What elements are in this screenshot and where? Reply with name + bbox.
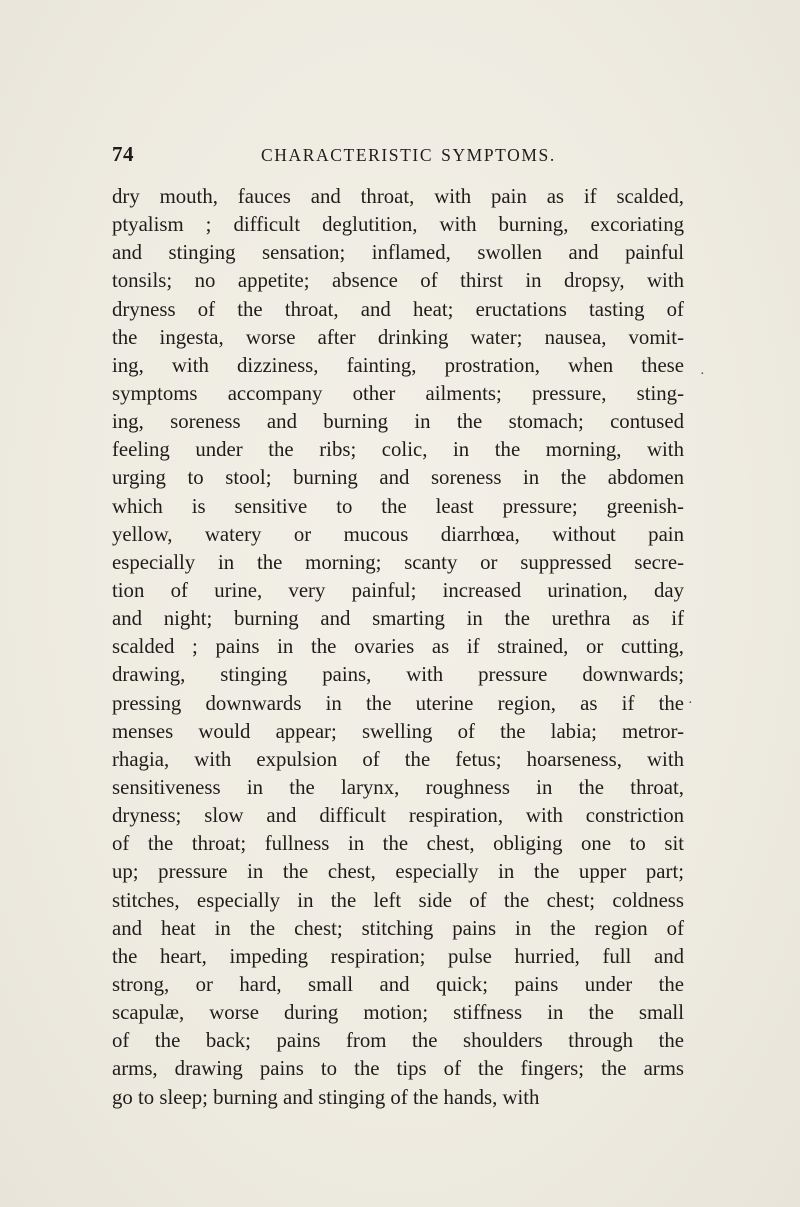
- text-line: the heart, impeding respiration; pulse hurried, full and: [112, 944, 684, 968]
- text-line: feeling under the ribs; colic, in the morning, with: [112, 438, 684, 462]
- text-line: rhagia, with expulsion of the fetus; hoarseness, with: [112, 747, 684, 771]
- text-line: ing, soreness and burning in the stomach; contused: [112, 410, 684, 434]
- text-line: pressing downwards in the uterine region, as if the: [112, 691, 684, 715]
- text-line: dryness of the throat, and heat; eructations tasting of: [112, 297, 684, 321]
- text-line: and stinging sensation; inflamed, swollen and painful: [112, 241, 684, 265]
- margin-speck: ·: [700, 367, 705, 382]
- text-line: especially in the morning; scanty or suppressed secre-: [112, 550, 684, 574]
- text-line: of the back; pains from the shoulders through the: [112, 1029, 684, 1053]
- text-line: strong, or hard, small and quick; pains under the: [112, 972, 684, 996]
- text-line: arms, drawing pains to the tips of the fingers; the arms: [112, 1057, 684, 1081]
- text-line: which is sensitive to the least pressure; greenish-: [112, 494, 684, 518]
- text-line: tonsils; no appetite; absence of thirst in dropsy, with: [112, 269, 684, 293]
- text-line: up; pressure in the chest, especially in the upper part;: [112, 860, 684, 884]
- text-line: of the throat; fullness in the chest, obliging one to sit: [112, 832, 684, 856]
- text-line: sensitiveness in the larynx, roughness in the throat,: [112, 775, 684, 799]
- text-line: the ingesta, worse after drinking water; nausea, vomit-: [112, 325, 684, 349]
- text-line: dry mouth, fauces and throat, with pain as if scalded,: [112, 185, 684, 208]
- text-line: ptyalism ; difficult deglutition, with burning, excoriating: [112, 213, 684, 237]
- text-line: scalded ; pains in the ovaries as if strained, or cutting,: [112, 635, 684, 659]
- text-line: stitches, especially in the left side of the chest; coldness: [112, 888, 684, 912]
- margin-speck: ·: [688, 696, 693, 711]
- text-line: urging to stool; burning and soreness in the abdomen: [112, 466, 684, 490]
- text-line: dryness; slow and difficult respiration, with constriction: [112, 804, 684, 828]
- text-line: yellow, watery or mucous diarrhœa, without pain: [112, 522, 684, 546]
- text-line: ing, with dizziness, fainting, prostration, when these: [112, 353, 684, 377]
- text-line: and heat in the chest; stitching pains in the region of: [112, 916, 684, 940]
- body-text: [112, 183, 684, 1112]
- text-line: go to sleep; burning and stinging of the hands, with: [112, 1085, 540, 1109]
- running-head: CHARACTERISTIC SYMPTOMS.: [261, 145, 556, 165]
- text-line: symptoms accompany other ailments; pressure, sting-: [112, 381, 684, 405]
- text-line: scapulæ, worse during motion; stiffness in the small: [112, 1001, 684, 1025]
- text-line: and night; burning and smarting in the urethra as if: [112, 607, 684, 631]
- text-line: drawing, stinging pains, with pressure downwards;: [112, 663, 684, 687]
- page-number: 74: [112, 142, 134, 166]
- text-line: tion of urine, very painful; increased urination, day: [112, 578, 684, 602]
- page-header: [112, 142, 672, 168]
- text-line: menses would appear; swelling of the labia; metror-: [112, 719, 684, 743]
